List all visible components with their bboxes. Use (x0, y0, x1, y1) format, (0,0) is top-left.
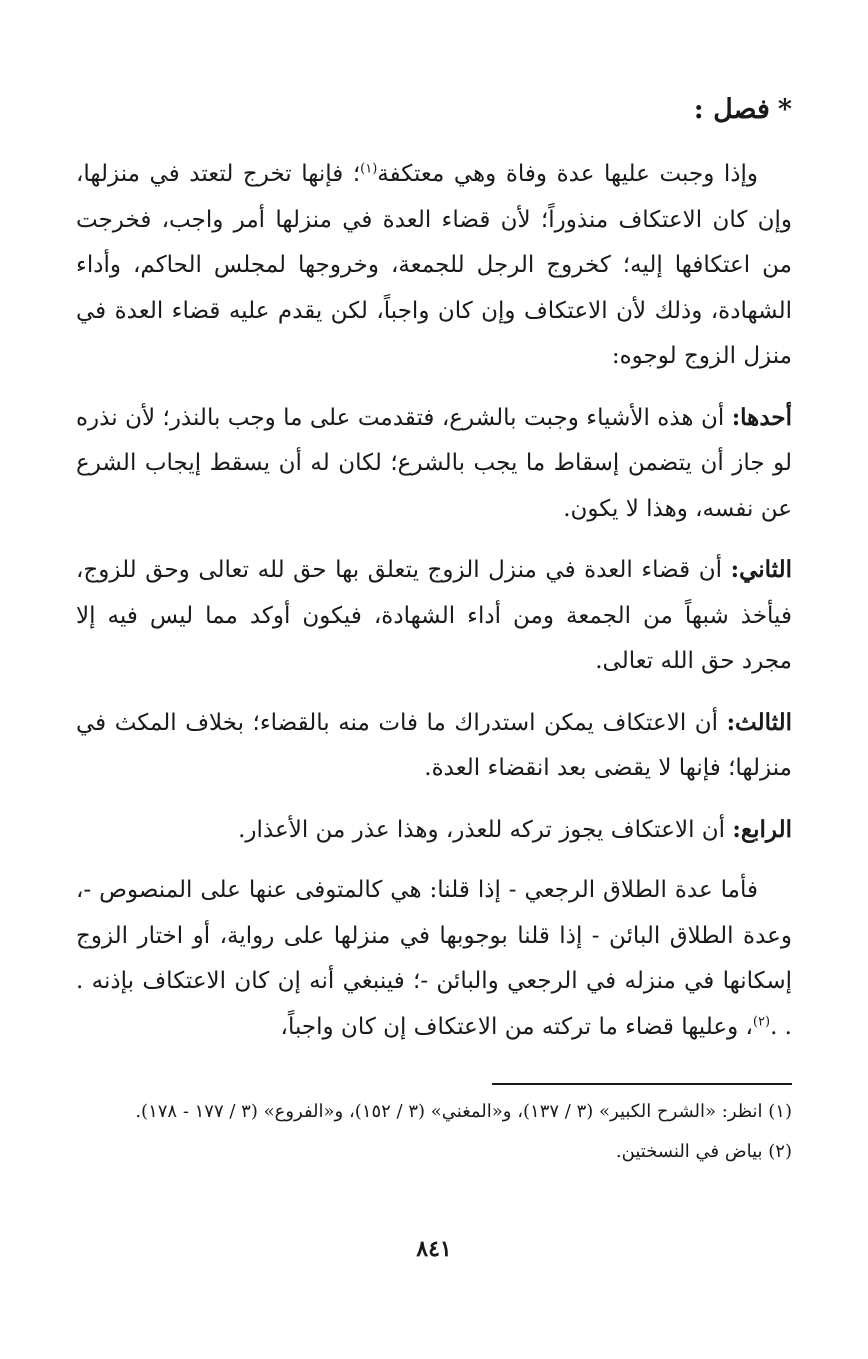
footnote-ref-1: (١) (360, 161, 378, 177)
heading-label: فصل : (693, 94, 770, 125)
paragraph-first-reason (76, 395, 792, 533)
footnote-divider (492, 1083, 792, 1085)
footnotes (76, 1095, 792, 1175)
paragraph-final (76, 868, 792, 1050)
main-text (76, 152, 792, 1065)
third-reason-text: أن الاعتكاف يمكن استدراك ما فات منه بالقضاء؛ بخلاف المكث في منزلها؛ فإنها لا يقضى بعد انقضاء العدة. (76, 709, 792, 781)
fourth-reason-label: الرابع: (732, 815, 792, 843)
paragraph-fourth-reason (76, 807, 792, 854)
second-reason-label: الثاني: (730, 556, 792, 583)
footnote-2: (٢) بياض في النسختين. (615, 1141, 792, 1162)
footnote-ref-2: (٢) (752, 1013, 771, 1029)
second-reason-text: أن قضاء العدة في منزل الزوج يتعلق بها حق لله تعالى وحق للزوج، فيأخذ شبهاً من الجمعة ومن أداء الشهادة، فيكون أوكد مما ليس فيه إلا مجرد حق الله تعالى. (76, 557, 792, 674)
fourth-reason-text: أن الاعتكاف يجوز تركه للعذر، وهذا عذر من الأعذار. (238, 816, 733, 843)
asterisk-icon: * (777, 94, 792, 125)
final-rest: ، وعليها قضاء ما تركته من الاعتكاف إن كان واجباً، (280, 1013, 753, 1040)
paragraph-third-reason (76, 700, 792, 792)
third-reason-label: الثالث: (726, 708, 792, 736)
paragraph-intro (76, 152, 792, 380)
first-reason-label: أحدها: (731, 403, 792, 431)
first-reason-text: أن هذه الأشياء وجبت بالشرع، فتقدمت على ما وجب بالنذر؛ لأن نذره لو جاز أن يتضمن إسقاط ما يجب بالشرع؛ لكان له أن يسقط إيجاب الشرع عن نفسه، وهذا لا يكون. (76, 404, 792, 522)
paragraph-second-reason (76, 547, 792, 685)
section-heading (694, 88, 792, 132)
footnote-1: (١) انظر: «الشرح الكبير» (٣ / ١٣٧)، و«المغني» (٣ / ١٥٢)، و«الفروع» (٣ / ١٧٧ - ١٧٨). (135, 1101, 792, 1122)
page-number: ٨٤١ (416, 1236, 452, 1262)
intro-rest: ؛ فإنها تخرج لتعتد في منزلها، وإن كان الاعتكاف منذوراً؛ لأن قضاء العدة في منزلها أمر واجب، فخرجت من اعتكافها إليه؛ كخروج الرجل للجمعة، وخروجها لمجلس الحاكم، وأداء الشهادة، وذلك لأن الاعتكاف وإن كان واجباً، لكن يقدم عليه قضاء العدة في منزل الزوج لوجوه: (76, 161, 792, 369)
final-text: فأما عدة الطلاق الرجعي - إذا قلنا: هي كالمتوفى عنها على المنصوص -، وعدة الطلاق البائن - إذا قلنا بوجوبها في منزلها على رواية، أو اختار الزوج إسكانها في منزله في الرجعي والبائن -؛ فينبغي أنه إن كان الاعتكاف بإذنه . . . (76, 877, 792, 1040)
intro-text: وإذا وجبت عليها عدة وفاة وهي معتكفة (377, 161, 758, 187)
